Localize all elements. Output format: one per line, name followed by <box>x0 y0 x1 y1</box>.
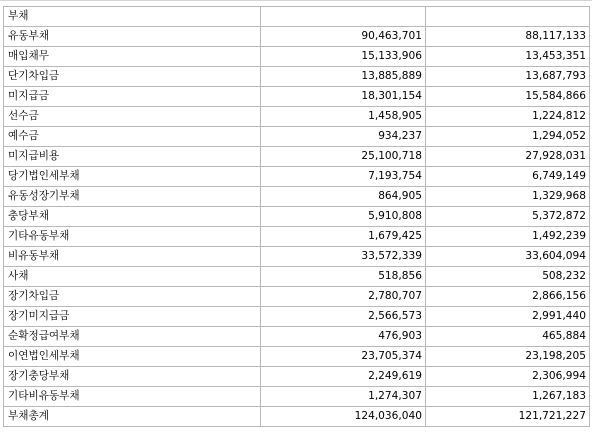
value-current: 2,249,619 <box>261 367 426 387</box>
table-row <box>4 247 590 267</box>
value-prior: 2,866,156 <box>426 287 590 307</box>
value-prior: 508,232 <box>426 267 590 287</box>
value-prior: 1,492,239 <box>426 227 590 247</box>
value-prior: 15,584,866 <box>426 87 590 107</box>
row-label: 비유동부채 <box>4 247 261 267</box>
row-label: 당기법인세부채 <box>4 167 261 187</box>
row-label: 유동성장기부채 <box>4 187 261 207</box>
liabilities-table <box>3 6 590 427</box>
value-prior: 23,198,205 <box>426 347 590 367</box>
value-current: 7,193,754 <box>261 167 426 187</box>
value-current: 864,905 <box>261 187 426 207</box>
value-current: 934,237 <box>261 127 426 147</box>
value-current: 1,458,905 <box>261 107 426 127</box>
table-row <box>4 67 590 87</box>
value-prior: 1,267,183 <box>426 387 590 407</box>
value-current: 124,036,040 <box>261 407 426 427</box>
table-row <box>4 387 590 407</box>
value-current: 5,910,808 <box>261 207 426 227</box>
table-row <box>4 87 590 107</box>
row-label: 순확정급여부채 <box>4 327 261 347</box>
row-label: 장기충당부채 <box>4 367 261 387</box>
liabilities-table-body <box>4 7 590 427</box>
value-prior: 5,372,872 <box>426 207 590 227</box>
value-prior: 2,306,994 <box>426 367 590 387</box>
row-label: 사채 <box>4 267 261 287</box>
value-current: 15,133,906 <box>261 47 426 67</box>
value-current: 2,780,707 <box>261 287 426 307</box>
row-label: 단기차입금 <box>4 67 261 87</box>
table-row <box>4 107 590 127</box>
row-label: 선수금 <box>4 107 261 127</box>
table-row <box>4 287 590 307</box>
row-label: 미지급금 <box>4 87 261 107</box>
value-prior: 121,721,227 <box>426 407 590 427</box>
value-prior: 1,224,812 <box>426 107 590 127</box>
table-row <box>4 347 590 367</box>
table-row <box>4 7 590 27</box>
table-row <box>4 167 590 187</box>
value-prior <box>426 7 590 27</box>
value-prior: 88,117,133 <box>426 27 590 47</box>
table-row <box>4 367 590 387</box>
value-prior: 1,294,052 <box>426 127 590 147</box>
row-label: 충당부채 <box>4 207 261 227</box>
row-label: 부채 <box>4 7 261 27</box>
value-prior: 1,329,968 <box>426 187 590 207</box>
table-row <box>4 127 590 147</box>
table-row <box>4 307 590 327</box>
row-label: 장기차입금 <box>4 287 261 307</box>
table-row <box>4 187 590 207</box>
value-prior: 13,453,351 <box>426 47 590 67</box>
row-label: 예수금 <box>4 127 261 147</box>
value-current: 476,903 <box>261 327 426 347</box>
value-prior: 27,928,031 <box>426 147 590 167</box>
value-prior: 13,687,793 <box>426 67 590 87</box>
row-label: 기타비유동부채 <box>4 387 261 407</box>
value-current: 518,856 <box>261 267 426 287</box>
value-prior: 33,604,094 <box>426 247 590 267</box>
value-current: 90,463,701 <box>261 27 426 47</box>
value-current: 1,274,307 <box>261 387 426 407</box>
top-border-line <box>0 0 592 1</box>
row-label: 이연법인세부채 <box>4 347 261 367</box>
value-prior: 465,884 <box>426 327 590 347</box>
row-label: 부채총계 <box>4 407 261 427</box>
table-row <box>4 27 590 47</box>
table-row <box>4 227 590 247</box>
value-current: 23,705,374 <box>261 347 426 367</box>
row-label: 매입채무 <box>4 47 261 67</box>
row-label: 장기미지급금 <box>4 307 261 327</box>
value-current: 13,885,889 <box>261 67 426 87</box>
value-current <box>261 7 426 27</box>
table-row <box>4 47 590 67</box>
value-prior: 2,991,440 <box>426 307 590 327</box>
value-prior: 6,749,149 <box>426 167 590 187</box>
table-row <box>4 267 590 287</box>
value-current: 25,100,718 <box>261 147 426 167</box>
row-label: 미지급비용 <box>4 147 261 167</box>
table-row <box>4 207 590 227</box>
table-row <box>4 147 590 167</box>
row-label: 유동부채 <box>4 27 261 47</box>
row-label: 기타유동부채 <box>4 227 261 247</box>
value-current: 1,679,425 <box>261 227 426 247</box>
table-row <box>4 407 590 427</box>
value-current: 2,566,573 <box>261 307 426 327</box>
value-current: 18,301,154 <box>261 87 426 107</box>
table-row <box>4 327 590 347</box>
value-current: 33,572,339 <box>261 247 426 267</box>
